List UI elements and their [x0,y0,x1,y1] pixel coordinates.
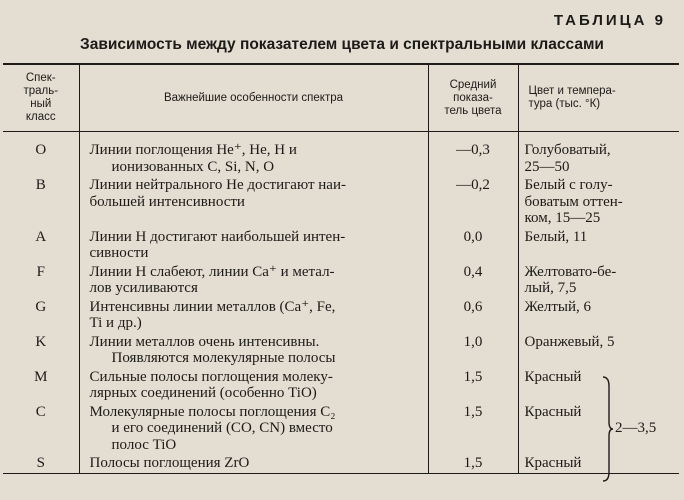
color-line: Желтовато-бе- [524,263,617,280]
spectral-class: G [35,298,47,315]
feature-line: Молекулярные полосы поглощения C₂ [89,403,336,420]
spectrum-features [79,454,428,473]
spectral-class: A [35,228,47,245]
spectral-class: M [34,368,48,385]
table-row [3,333,679,368]
color-line: Красный [524,403,582,420]
color-temperature [518,228,679,263]
table-title: Зависимость между показателем цвета и спектральными классами [80,36,604,53]
color-index: 1,5 [428,368,518,403]
spectral-class: S [36,455,45,471]
color-temperature [518,454,679,473]
header-row [3,64,679,132]
spectral-class: K [35,333,47,350]
color-temperature [518,333,679,368]
feature-line: сивности [89,245,149,261]
spectral-class: F [36,263,45,280]
col-header-color: Цвет и темпера- тура (тыс. °К) [518,64,679,132]
feature-line: Линии H слабеют, линии Ca⁺ и метал- [89,263,335,280]
table-row [3,132,679,177]
table-row [3,228,679,263]
color-index: —0,3 [428,132,518,177]
spectrum-features [79,263,428,298]
color-index: 1,0 [428,333,518,368]
spectral-class: O [35,142,47,158]
color-line: лый, 7,5 [524,280,577,296]
spectrum-features [79,132,428,177]
table-row [3,403,679,455]
feature-line: Ti и др.) [89,315,142,331]
spectrum-features [79,368,428,403]
color-index: 0,0 [428,228,518,263]
color-temperature [518,263,679,298]
feature-line: Полосы поглощения ZrO [89,455,250,471]
color-line: Голубоватый, [524,142,611,158]
group-brace [602,376,614,482]
color-line: Белый, 11 [524,228,588,245]
table-row [3,176,679,228]
color-temperature [518,176,679,228]
spectrum-features [79,298,428,333]
color-line: Желтый, 6 [524,298,591,315]
feature-line: Линии H достигают наибольшей интен- [89,228,346,245]
table-number: ТАБЛИЦА 9 [553,12,666,29]
color-temperature [518,368,679,403]
spectral-class: C [35,403,46,420]
feature-line: большей интенсивности [89,193,245,210]
feature-line: и его соединений (CO, CN) вместо [111,420,333,436]
color-line: Оранжевый, 5 [524,333,615,350]
color-line: ком, 15—25 [524,210,601,226]
color-temperature [518,132,679,177]
color-index: 1,5 [428,454,518,473]
color-index: 1,5 [428,403,518,455]
color-line: Красный [524,368,582,385]
feature-line: лярных соединений (особенно TiO) [89,385,317,401]
table-body [3,132,679,474]
table-row [3,298,679,333]
spectrum-features [79,228,428,263]
table-row [3,368,679,403]
spectral-class: B [35,177,46,193]
spectral-table [3,63,679,474]
col-header-features: Важнейшие особенности спектра [79,64,428,132]
feature-line: Линии поглощения He⁺, He, H и [89,142,297,158]
feature-line: Линии металлов очень интенсивны. [89,333,320,350]
feature-line: ионизованных C, Si, N, O [111,158,275,175]
feature-line: Линии нейтрального He достигают наи- [89,177,346,193]
color-index: 0,4 [428,263,518,298]
spectrum-features [79,403,428,455]
color-temperature [518,298,679,333]
table-row [3,263,679,298]
red-group-temp: 2—3,5 [615,420,657,436]
col-header-index: Средний показа- тель цвета [428,64,518,132]
color-index: —0,2 [428,176,518,228]
color-line: 25—50 [524,158,570,175]
color-line: Белый с голу- [524,177,613,193]
spectrum-features [79,333,428,368]
feature-line: лов усиливаются [89,280,198,296]
col-header-class: Спек- траль- ный класс [3,64,79,132]
feature-line: Сильные полосы поглощения молеку- [89,368,333,385]
color-line: Красный [524,455,582,471]
color-line: боватым оттен- [524,193,623,210]
feature-line: полос TiO [111,436,177,453]
color-index: 0,6 [428,298,518,333]
spectrum-features [79,176,428,228]
table-row [3,454,679,473]
feature-line: Появляются молекулярные полосы [111,350,336,366]
feature-line: Интенсивны линии металлов (Ca⁺, Fe, [89,298,336,315]
